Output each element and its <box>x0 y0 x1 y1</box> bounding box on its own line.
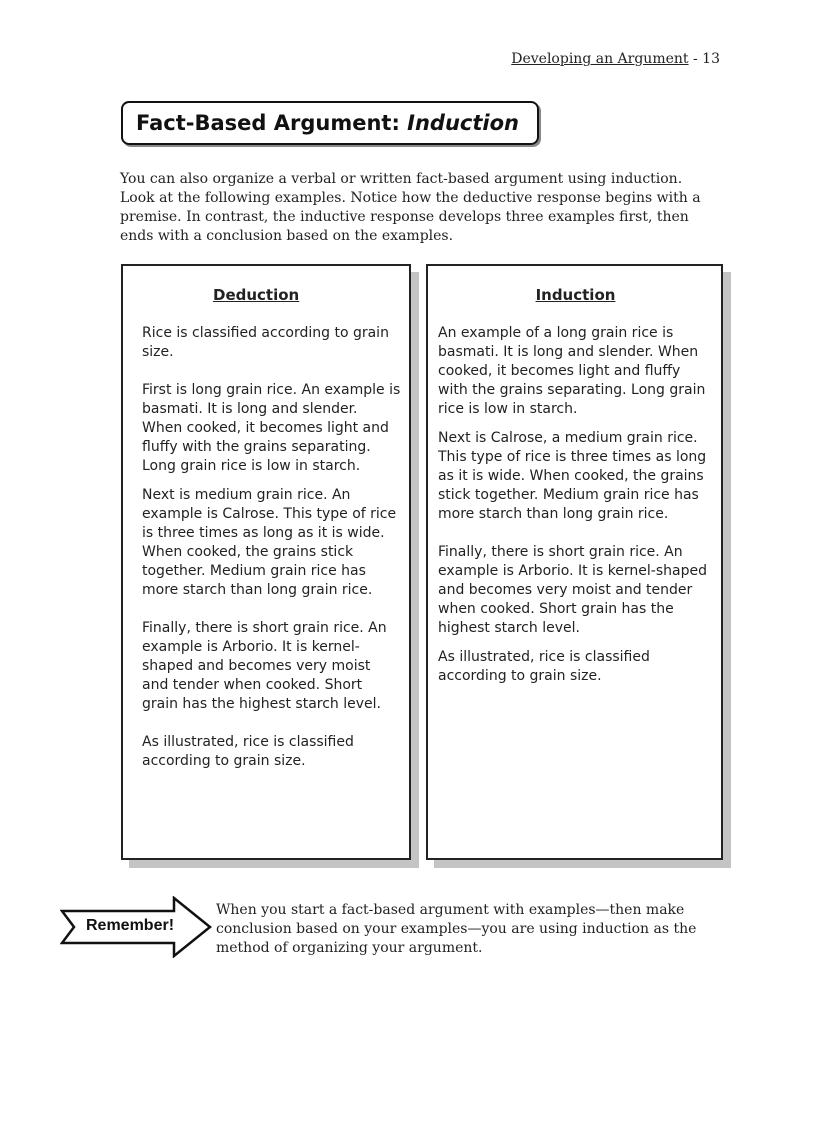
induction-paragraph: Next is Calrose, a medium grain rice. This type of rice is three times as long as it is wide. When cooked, the grains stick together. Medium grain rice has more starch than long grain rice. <box>438 430 707 522</box>
deduction-paragraph: Next is medium grain rice. An example is Calrose. This type of rice is three times as long as it is wide. When cooked, the grains stick together. Medium grain rice has more starch than long grain rice. <box>142 487 397 598</box>
running-header-separator: - <box>688 51 703 67</box>
induction-heading: Induction <box>535 286 616 304</box>
intro-paragraph: You can also organize a verbal or written fact-based argument using induction. Look at the following examples. Notice how the deductive response begins with a premise. In contrast, the inductive response develops three examples first, then ends with a conclusion based on the examples. <box>120 171 701 244</box>
deduction-paragraph: As illustrated, rice is classified according to grain size. <box>142 734 354 769</box>
induction-column <box>426 264 723 860</box>
deduction-paragraph: Finally, there is short grain rice. An example is Arborio. It is kernel-shaped and becomes very moist and tender when cooked. Short grain has the highest starch level. <box>142 620 387 712</box>
deduction-paragraph: First is long grain rice. An example is basmati. It is long and slender. When cooked, it becomes light and fluffy with the grains separating. Long grain rice is low in starch. <box>142 382 401 474</box>
induction-paragraph: Finally, there is short grain rice. An example is Arborio. It is kernel-shaped and becomes very moist and tender when cooked. Short grain has the highest starch level. <box>438 544 707 636</box>
induction-paragraph: As illustrated, rice is classified according to grain size. <box>438 649 650 684</box>
page-title: Fact-Based Argument: <box>136 111 400 135</box>
page-number: 13 <box>702 51 720 67</box>
page-title-emphasis: Induction <box>407 111 519 135</box>
page-title-box <box>121 101 539 145</box>
running-header <box>511 51 720 67</box>
running-header-section: Developing an Argument <box>511 51 689 67</box>
deduction-column <box>121 264 411 860</box>
induction-paragraph: An example of a long grain rice is basmati. It is long and slender. When cooked, it becomes light and fluffy with the grains separating. Long grain rice is low in starch. <box>438 325 706 417</box>
deduction-heading: Deduction <box>213 286 300 304</box>
remember-text: When you start a fact-based argument with examples—then make conclusion based on your examples—you are using induction as the method of organizing your argument. <box>216 902 697 956</box>
deduction-paragraph: Rice is classified according to grain size. <box>142 325 389 360</box>
remember-label: Remember! <box>86 917 175 934</box>
